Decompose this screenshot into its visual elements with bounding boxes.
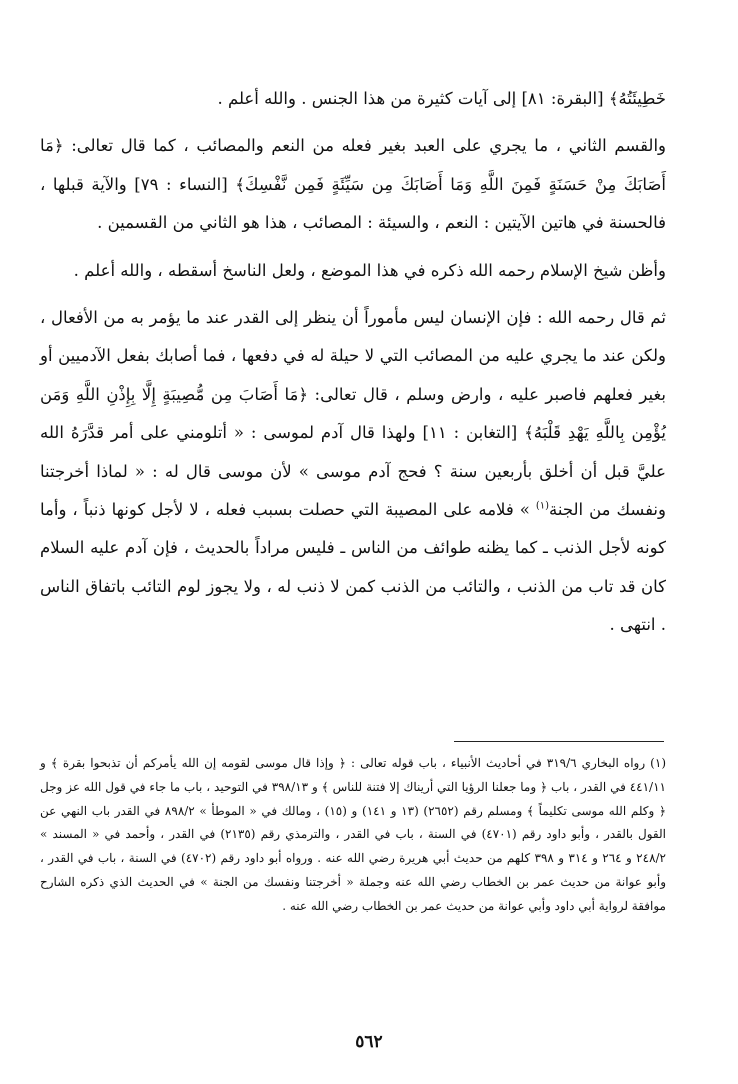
page-number: ٥٦٢: [355, 1032, 383, 1052]
paragraph-4-text: ثم قال رحمه الله : فإن الإنسان ليس مأموراً أن ينظر إلى القدر عند ما يؤمر به من الأفعال ، ولكن عند ما يجري عليه من المصائب التي لا حيلة له في دفعها ، فما أصابك بفعل الآدميين أو بغير فعلهم فاصبر عليه ، وارض وسلم ، قال تعالى: ﴿مَا أَصَابَ مِن مُّصِيبَةٍ إِلَّا بِإِذْنِ اللَّهِ وَمَن يُؤْمِن بِاللَّهِ يَهْدِ قَلْبَهُ﴾ [التغابن : ١١] ولهذا قال آدم لموسى : « أتلومني على أمر قدَّرَهُ الله عليَّ قبل أن أخلق بأربعين سنة ؟ فحج آدم موسى » لأن موسى قال له : « لماذا أخرجتنا ونفسك من الجنة: [40, 308, 666, 520]
book-page: [40, 0, 666, 1084]
footnote-divider: [454, 741, 664, 742]
footnotes: [40, 752, 666, 919]
footnote-1: (١) رواه البخاري ٣١٩/٦ في أحاديث الأنبياء ، باب قوله تعالى : ﴿ وإذا قال موسى لقومه إن الله يأمركم أن تذبحوا بقرة ﴾ و ٤٤١/١١ في القدر ، باب ﴿ وما جعلنا الرؤيا التي أريناك إلا فتنة للناس ﴾ و ٣٩٨/١٣ في التوحيد ، باب ما جاء في قول الله عز وجل ﴿ وكلم الله موسى تكليماً ﴾ ومسلم رقم (٢٦٥٢) (١٣ و ١٤١) و (١٥) ، ومالك في « الموطأ » ٨٩٨/٢ في القدر باب النهي عن القول بالقدر ، وأبو داود رقم (٤٧٠١) في السنة ، باب في القدر ، والترمذي رقم (٢١٣٥) في القدر ، وأحمد في « المسند » ٢٤٨/٢ و ٢٦٤ و ٣١٤ و ٣٩٨ كلهم من حديث أبي هريرة رضي الله عنه . ورواه أبو داود رقم (٤٧٠٢) في السنة ، باب في القدر ، وأبو عوانة من حديث عمر بن الخطاب رضي الله عنه وجملة « أخرجتنا ونفسك من الجنة » في الحديث الذي ذكره الشارح موافقة لرواية أبي داود وأبي عوانة من حديث عمر بن الخطاب رضي الله عنه .: [40, 756, 666, 913]
paragraph-4-tail: » فلامه على المصيبة التي حصلت بسبب فعله ، لا لأجل كونها ذنباً ، وأما كونه لأجل الذنب ـ كما يظنه طوائف من الناس ـ فليس مراداً بالحديث ، فإن آدم عليه السلام كان قد تاب من الذنب ، والتائب من الذنب كمن لا ذنب له ، ولا يجوز لوم التائب باتفاق الناس . انتهى .: [40, 500, 666, 635]
paragraph-3: وأظن شيخ الإسلام رحمه الله ذكره في هذا الموضع ، ولعل الناسخ أسقطه ، والله أعلم .: [73, 260, 666, 280]
main-text: [40, 80, 666, 645]
footnote-marker: (١): [535, 500, 550, 512]
paragraph-4: [40, 299, 666, 645]
paragraph-1: خَطِيئَتُهُ﴾ [البقرة: ٨١] إلى آيات كثيرة من هذا الجنس . والله أعلم .: [217, 89, 666, 108]
paragraph-2: والقسم الثاني ، ما يجري على العبد بغير فعله من النعم والمصائب ، كما قال تعالى: ﴿مَا أَصَابَكَ مِنْ حَسَنَةٍ فَمِنَ اللَّهِ وَمَا أَصَابَكَ مِن سَيِّئَةٍ فَمِن نَّفْسِكَ﴾ [النساء : ٧٩] والآية قبلها ، فالحسنة في هاتين الآيتين : النعم ، والسيئة : المصائب ، هذا هو الثاني من القسمين .: [40, 136, 666, 233]
